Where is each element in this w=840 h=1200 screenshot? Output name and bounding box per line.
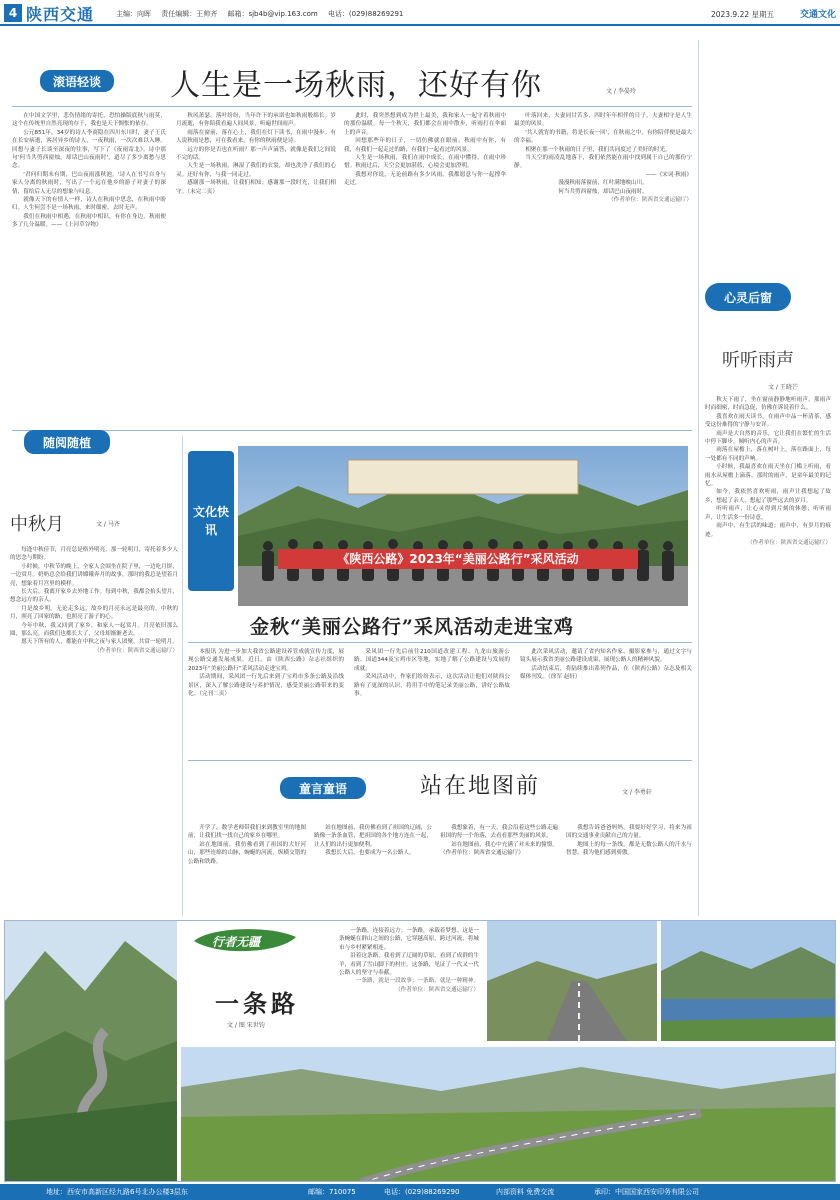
paragraph: 地图上的每一条线，都是无数公路人的汗水与智慧。我为他们感到骄傲。 [566, 841, 692, 857]
top-article-title: 人生是一场秋雨，还好有你 [170, 68, 542, 103]
paragraph: 就像天下的有情人一样，诗人在秋雨中思念，在秋雨中盼归。人生何尝不是一场秋雨，来时细密，去时无声。 [12, 197, 166, 212]
mid-article-author: 文 / 李勇轩 [622, 789, 652, 796]
sidebar-title: 听听雨声 [722, 350, 794, 371]
left-article-title: 中秋月 [10, 514, 64, 535]
poem-line: 何当共剪西窗烛，却话巴山夜雨时。 [558, 188, 648, 195]
culture-news-badge: 文化快讯 [188, 451, 234, 591]
right-column-divider [698, 40, 699, 916]
footer [0, 1184, 840, 1200]
group-photo [238, 446, 688, 606]
paragraph: 站在地图前，我仿佛看到了祖国的大好河山，那些连绵的山脉，蜿蜒的河流，纵横交错的公路和铁路。 [188, 841, 306, 865]
left-column-divider [182, 436, 183, 916]
issue-date: 2023.9.22 星期五 [710, 10, 774, 19]
section-name: 交通文化 [799, 10, 836, 20]
mid-article-col-3 [440, 824, 558, 914]
feature-title: 金秋“美丽公路行”采风活动走进宝鸡 [250, 616, 574, 638]
paragraph: 采风活动中，作家们纷纷表示，这次活动让他们对陕西公路有了更深的认识，将用手中的笔记录美丽公路，讲好公路故事。 [354, 674, 510, 698]
page-number: 4 [4, 4, 22, 22]
top-article-author: 文 / 李晏玲 [606, 88, 636, 95]
mid-article-col-2 [314, 824, 432, 914]
paragraph: 人生是一场秋雨，淋湿了我们的衣裳，却也洗净了我们的心灵。还好有你，与我一同走过。 [176, 163, 336, 178]
editor-phone: 电话：(029)88269291 [327, 10, 404, 18]
top-article-col-3 [344, 112, 506, 430]
paragraph: 远方的你是否也在听雨？那一声声滴答，就像是我们之间说不完的话。 [176, 146, 336, 162]
paragraph: 采风团一行先后前往210国道改建工程、九龙山旅游公路、国道344及宝鸡市区等地，实地了解了公路建设与发展的成就。 [354, 649, 510, 672]
paper-name: 陕西交通 [26, 5, 95, 24]
paragraph: 相聚在那一个秋雨的日子里，我们共同度过了美好的时光。 [525, 146, 671, 153]
author-unit: （作者单位：陕西省交通运输厅） [94, 647, 178, 654]
footer-phone: 电话：(029)88269290 [384, 1188, 460, 1196]
paragraph: '君问归期未有期，巴山夜雨涨秋池。'诗人在书写自身与家人分离的秋雨时，写出了一个远在他乡的游子对妻子的深情，留给后人无尽的想象与叹息。 [12, 171, 166, 195]
highway-illustration [487, 921, 657, 1041]
left-section-badge: 随阅随植 [24, 430, 110, 454]
paragraph: 活动期间，采风团一行先后来到了宝鸡市多条公路及沿线景区，深入了解公路建设与养护情况，感受美丽公路带来的变化。（完刊二页） [188, 674, 344, 698]
paragraph: 一条路，就是一段故事；一条路，就是一种精神。（作者单位：陕西省交通运输厅） [355, 978, 479, 993]
paragraph: 公元851年，34岁的诗人李商隐在四川东川时，妻子王氏在长安病逝，客居异乡的诗人，一夜秋雨，一次次难以入睡。回想与妻子长谈至深夜的往事，写下了《夜雨寄北》。诗中那句'何当共剪西窗烛，却话巴山夜雨时'，道尽了多少离愁与思念。 [12, 129, 166, 170]
paragraph: 小时候，中秋节的晚上，全家人会围坐在院子里，一边吃月饼，一边赏月。奶奶总会给我们讲嫦娥奔月的故事，那时的我总是望着月亮，想象着月宫里的模样。 [10, 563, 178, 587]
mid-article-col-1 [188, 824, 306, 914]
highway-photo [487, 921, 657, 1041]
bottom-title: 一条路 [215, 989, 299, 1018]
paragraph: 我想长大后，也要成为一名公路人。 [325, 850, 415, 857]
footer-printer: 承印：中国国家西安印务有限公司 [594, 1188, 699, 1196]
sidebar-section-badge: 心灵后窗 [705, 283, 791, 311]
bottom-author: 文 / 图 宋世钧 [227, 1022, 265, 1029]
paragraph: 本报讯 为进一步加大我省公路建设养管成就宣传力度，展现公路交通发展成果，近日，由《陕西公路》杂志社组织的2023年“美丽公路行”采风活动走进宝鸡。 [188, 649, 344, 672]
paragraph: 如今，我依然喜欢听雨，雨声让我想起了故乡，想起了亲人，想起了那些远去的岁月。 [705, 489, 831, 504]
masthead [0, 0, 840, 26]
paragraph: 开学了，数学老师带我们来到教室里的地图前，让我们找一找自己的家乡在哪里。 [188, 825, 306, 840]
top-rule [12, 106, 692, 107]
mid-article-col-4 [566, 824, 692, 914]
paragraph: 雨声中，有生活的味道；雨声中，有岁月的痕迹。 [705, 523, 831, 538]
lake-photo [661, 921, 836, 1041]
sidebar-col [705, 396, 831, 916]
bottom-text-col [339, 927, 479, 1047]
paragraph: 此时，我突然想到成为世上最美，我和家人一起守着秋雨中的那份温暖。每一个秋天，我们都会在雨中散步，听雨打在伞面上的声音。 [344, 113, 506, 136]
mid-rule [12, 430, 692, 431]
paragraph: 小时候，我最喜欢在雨天坐在门槛上听雨，看雨水从屋檐上滴落。那时的雨声，是童年最美的记忆。 [705, 464, 831, 488]
top-article-col-4 [514, 112, 692, 430]
paragraph: 愿天下所有的人，都能在中秋之夜与家人团聚，共赏一轮明月。 [21, 639, 178, 646]
feature-rule [188, 642, 692, 643]
paragraph: 站在地图前，我仿佛看到了祖国的辽阔，公路像一条条血管，把祖国的各个地方连在一起，让人们的出行更加便利。 [314, 825, 432, 848]
mid-article-rule [188, 760, 692, 761]
paragraph: 感谢那一场秋雨，让我们相知；感谢那一段时光，让我们相守。（未完二页） [176, 180, 336, 195]
lake-illustration [661, 921, 836, 1041]
footer-postcode: 邮编：710075 [308, 1188, 356, 1196]
editor-in-chief: 主编：向晖 [116, 10, 151, 18]
paragraph: 此次采风活动，邀请了省内知名作家、摄影家参与，通过文字与镜头展示我省美丽公路建设成果，展现公路人的精神风貌。 [520, 649, 692, 664]
paragraph: 我想对你说，无论前路有多少风雨，我都愿意与你一起撑伞走过。 [344, 171, 506, 187]
bottom-section-badge [190, 923, 300, 959]
bottom-section-label: 行者无疆 [212, 935, 261, 949]
paragraph: 每逢中秋佳节，月亮总是格外明亮。那一轮明月，寄托着多少人的思念与期盼。 [10, 547, 178, 562]
editor-email[interactable]: 邮箱：sjb4b@vip.163.com [227, 10, 318, 18]
paragraph: 站在地图前，我心中充满了对未来的憧憬。（作者单位：陕西省交通运输厅） [440, 841, 558, 857]
paragraph: 我想象着，有一天，我会沿着这些公路走遍祖国的每一个角落，去看看那些美丽的风景。 [440, 825, 558, 840]
paragraph: 叶落回来，夫妻同甘苦多，四时年年相伴的日子，夫妻相守是人生最美的风景。 [514, 113, 692, 128]
paragraph: 当天空的雨凌乱地落下，我们依然能在雨中找到属于自己的那份宁静。 [514, 155, 692, 170]
paragraph: 今年中秋，我又回到了家乡，和家人一起赏月。月亮依旧那么圆，那么亮，而我们也都长大了，父母却渐渐老去。 [10, 622, 178, 638]
author-unit: （作者单位：陕西省交通运输厅） [747, 539, 831, 546]
paragraph: 活动结束后，将陆续推出系列作品，在《陕西公路》杂志及相关媒体刊发。（徐军 赵轩） [520, 665, 692, 681]
grassland-road-illustration [181, 1047, 836, 1182]
paragraph: 雨声是大自然的音乐，它让我们在繁忙的生活中停下脚步，倾听内心的声音。 [705, 430, 831, 446]
group-photo-illustration [238, 446, 688, 606]
paragraph: 秋天下雨了，坐在窗前静静地听雨声。那雨声时而细密，时而急促，仿佛在诉说着什么。 [705, 397, 831, 412]
paragraph: 月是故乡明。无论走多远，故乡的月亮永远是最亮的。中秋的月，照亮了回家的路，也照亮了游子的心。 [10, 605, 178, 621]
mid-section-badge: 童言童语 [280, 777, 366, 799]
paragraph: 雨落在窗前，落在心上，我们在灯下读书，在雨中漫步。有人说秋雨是愁，可在我看来，有你的秋雨便是诗。 [176, 129, 336, 145]
paragraph: 我喜欢在雨天读书，在雨声中品一杯清茶，感受这份难得的宁静与安详。 [705, 413, 831, 429]
feature-col-2 [354, 648, 510, 756]
paragraph: '共人就宵的书籍，将是长夜一回'，在秋雨之中，有你陪伴便是最大的幸福。 [514, 129, 692, 145]
footer-address: 地址：西安市高新区经九路6号北办公楼3层东 [46, 1188, 188, 1196]
left-article-col [10, 546, 178, 916]
paragraph: 在中国文学里，悲伤情绪的寄托，恐怕操版底秋与雨莫，这个在传统里自然亮现的存于，我也是天下惆怅的依存。 [12, 113, 166, 128]
duty-editor: 责任编辑：王帅齐 [161, 10, 218, 18]
paragraph: 沿着这条路，我看到了辽阔的草原，看到了成群的牛羊，看到了雪山脚下的村庄。这条路，见证了一代又一代公路人的坚守与奉献。 [339, 953, 479, 977]
left-article-author: 文 / 马齐 [96, 521, 120, 528]
editor-line [116, 9, 411, 19]
paragraph: 我想告诉爸爸妈妈，我要好好学习，将来为祖国的交通事业贡献自己的力量。 [566, 825, 692, 840]
quote-source: ——《宋词·秋雨》 [645, 171, 692, 178]
paragraph: 长大后，我离开家乡去外地工作。每到中秋，我都会抬头望月，想念远方的亲人。 [10, 589, 178, 604]
paragraph: 人生是一场秋雨，我们在雨中成长，在雨中懂得，在雨中珍惜。秋雨过后，天空会更加湛蓝，心境会更加澄明。 [344, 155, 506, 170]
footer-notice: 内部资料 免费交流 [496, 1188, 555, 1196]
paragraph: 秋风萧瑟，落叶纷纷，当年许下的承诺也如秋雨般绵长。岁月流逝，有你陪我看遍人间风景，听遍世间雨声。 [176, 113, 336, 128]
poem-line: 漫漫秋雨落窗前，红叶满地映山川。 [558, 180, 648, 187]
mountain-road-illustration [5, 921, 177, 1182]
top-article-col-1 [12, 112, 166, 430]
feature-col-1 [188, 648, 344, 756]
paragraph: 听听雨声，让心灵得到片刻的休憩；听听雨声，让生活多一份诗意。 [705, 506, 831, 521]
bottom-feature-panel [4, 920, 836, 1182]
sidebar-author: 文 / 王晓芒 [768, 384, 798, 391]
paragraph: 我们在秋雨中相遇，在秋雨中相识，有你在身边，秋雨便多了几分温暖。——《上河草谷物》 [12, 213, 166, 229]
mountain-road-photo [5, 921, 177, 1182]
photo-banner: 《陕西公路》2023年“美丽公路行”采风活动 [278, 549, 638, 569]
feature-col-3 [520, 648, 692, 756]
top-section-badge: 滚语轻谈 [40, 70, 114, 92]
author-unit: （作者单位：陕西省交通运输厅） [608, 197, 692, 204]
paragraph: 回想那些年的日子，一切仿佛就在眼前。秋雨中有你，有我，有我们一起走过的路，有我们一起看过的风景。 [344, 138, 506, 153]
top-article-col-2 [176, 112, 336, 430]
mid-article-title: 站在地图前 [420, 774, 541, 799]
grassland-road-photo [181, 1047, 836, 1182]
paragraph: 一条路，连接着远方；一条路，承载着梦想。这是一条蜿蜒在群山之间的公路，它穿越高原，跨过河流，将城市与乡村紧紧相连。 [339, 928, 479, 951]
paragraph: 雨落在屋檐上，落在树叶上，落在路面上，每一处都有不同的声响。 [705, 447, 831, 462]
